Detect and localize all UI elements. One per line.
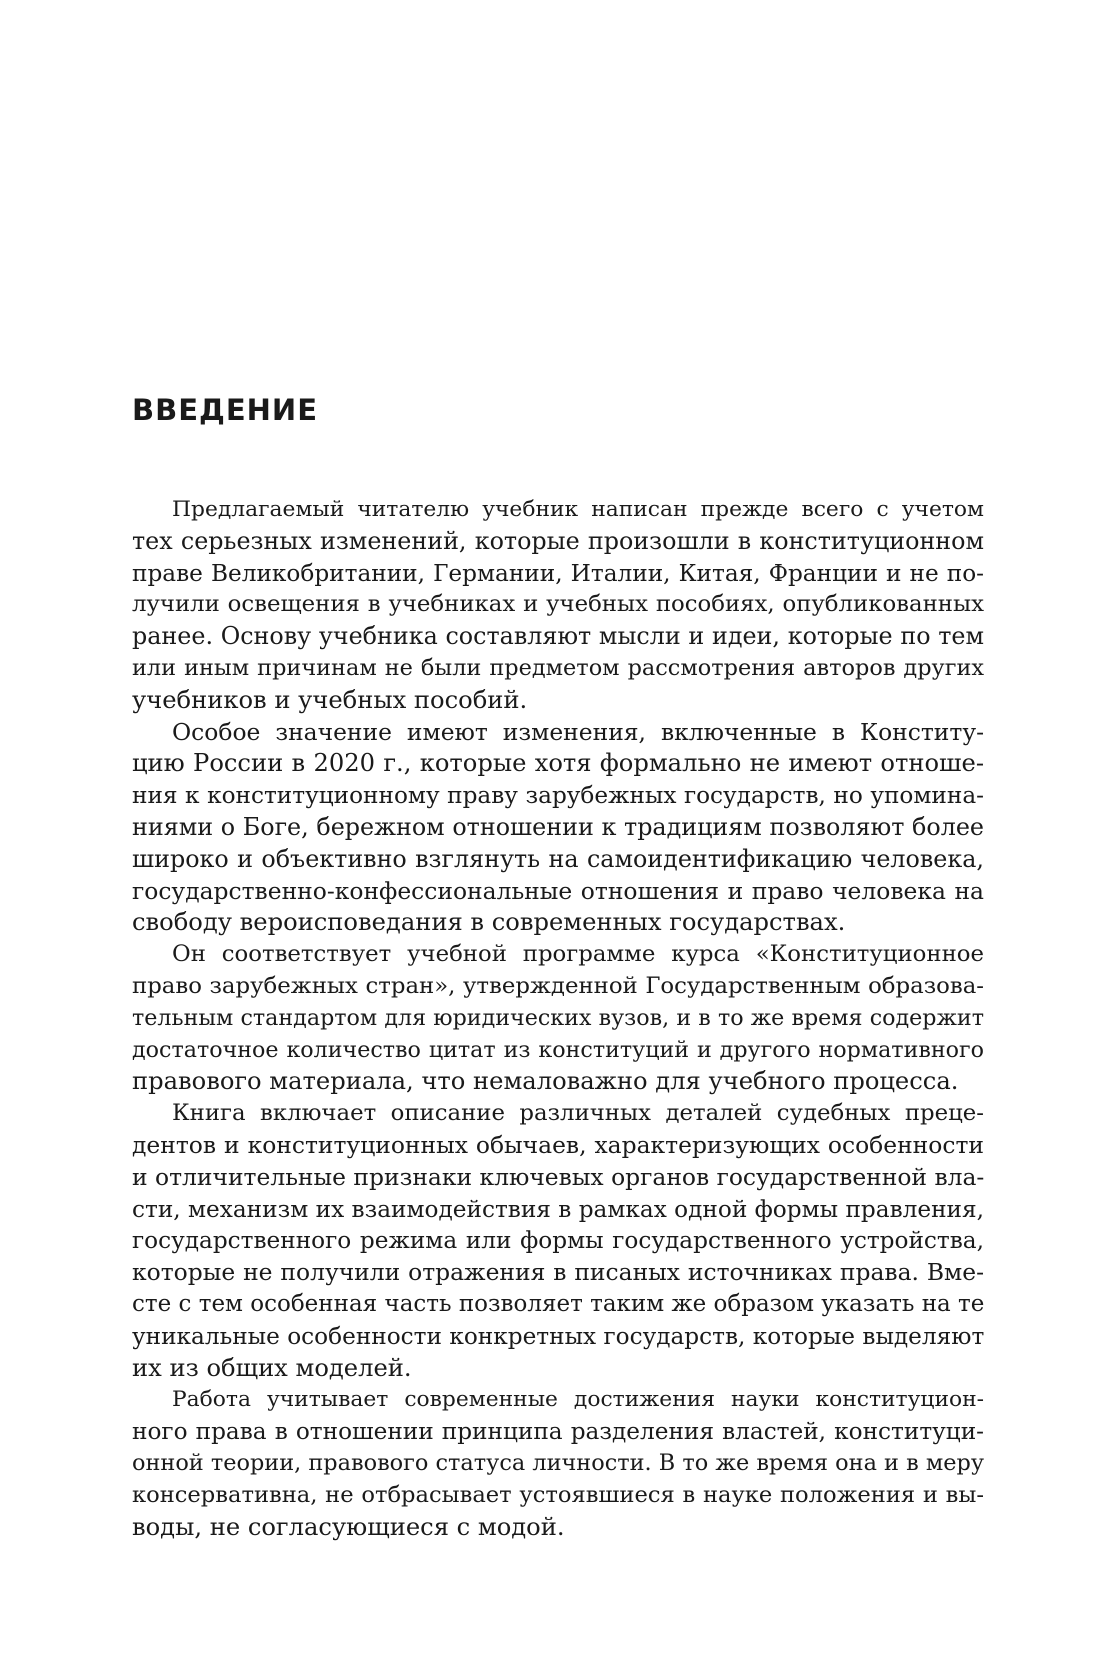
text-line: правового материала, что немаловажно для учебного процесса. bbox=[132, 1067, 959, 1096]
text-line: широко и объективно взглянуть на самоидентификацию человека, bbox=[132, 844, 984, 873]
text-line: тех серьезных изменений, которые произошли в конституционном bbox=[132, 526, 984, 555]
text-line: воды, не согласующиеся с модой. bbox=[132, 1512, 565, 1541]
text-line: лучили освещения в учебниках и учебных пособиях, опубликованных bbox=[132, 591, 984, 618]
text-line: сти, механизм их взаимодействия в рамках одной формы правления, bbox=[132, 1195, 985, 1223]
text-line: или иным причинам не были предметом рассмотрения авторов других bbox=[132, 654, 984, 681]
page-title: ВВЕДЕНИЕ bbox=[132, 393, 319, 427]
paragraph-4 bbox=[132, 1098, 984, 1384]
paragraph-2 bbox=[132, 717, 984, 940]
text-line: которые не получили отражения в писаных источниках права. Вме- bbox=[132, 1258, 984, 1287]
text-line: сте с тем особенная часть позволяет таким же образом указать на те bbox=[132, 1290, 985, 1317]
text-line: Особое значение имеют изменения, включенные в Конститу- bbox=[172, 717, 984, 746]
text-line: Книга включает описание различных деталей судебных преце- bbox=[172, 1100, 984, 1127]
paragraph-1 bbox=[132, 494, 984, 717]
text-line: и отличительные признаки ключевых органов государственной вла- bbox=[132, 1162, 985, 1191]
text-line: учебников и учебных пособий. bbox=[132, 685, 528, 714]
text-line: цию России в 2020 г., которые хотя формально не имеют отноше- bbox=[132, 749, 984, 778]
body-text bbox=[132, 494, 984, 1543]
text-line: право зарубежных стран», утвержденной Государственным образова- bbox=[132, 972, 984, 999]
text-line: ния к конституционному праву зарубежных государств, но упомина- bbox=[132, 782, 984, 810]
text-line: ниями о Боге, бережном отношении к традициям позволяют более bbox=[132, 812, 984, 841]
text-line: онной теории, правового статуса личности. В то же время она и в меру bbox=[132, 1449, 984, 1476]
text-line: государственно-конфессиональные отношения и право человека на bbox=[132, 876, 984, 905]
text-line: ного права в отношении принципа разделения властей, конституци- bbox=[132, 1418, 984, 1446]
text-line: консервативна, не отбрасывает устоявшиеся в науке положения и вы- bbox=[132, 1481, 984, 1508]
text-line: ранее. Основу учебника составляют мысли и идеи, которые по тем bbox=[132, 622, 984, 651]
text-line: достаточное количество цитат из конституций и другого нормативного bbox=[132, 1036, 984, 1063]
text-line: Предлагаемый читателю учебник написан прежде всего с учетом bbox=[172, 497, 984, 522]
text-line: праве Великобритании, Германии, Италии, Китая, Франции и не по- bbox=[132, 559, 984, 587]
paragraph-3 bbox=[132, 939, 984, 1098]
text-line: тельным стандартом для юридических вузов, и в то же время содержит bbox=[132, 1004, 984, 1031]
text-line: их из общих моделей. bbox=[132, 1353, 412, 1382]
text-line: Он соответствует учебной программе курса «Конституционное bbox=[172, 941, 984, 968]
text-line: свободу вероисповедания в современных государствах. bbox=[132, 908, 846, 937]
text-line: Работа учитывает современные достижения науки конституцион- bbox=[172, 1387, 984, 1413]
text-line: уникальные особенности конкретных государств, которые выделяют bbox=[132, 1322, 985, 1350]
text-line: дентов и конституционных обычаев, характеризующих особенности bbox=[132, 1130, 984, 1159]
text-line: государственного режима или формы государственного устройства, bbox=[132, 1227, 984, 1255]
paragraph-5 bbox=[132, 1384, 984, 1543]
